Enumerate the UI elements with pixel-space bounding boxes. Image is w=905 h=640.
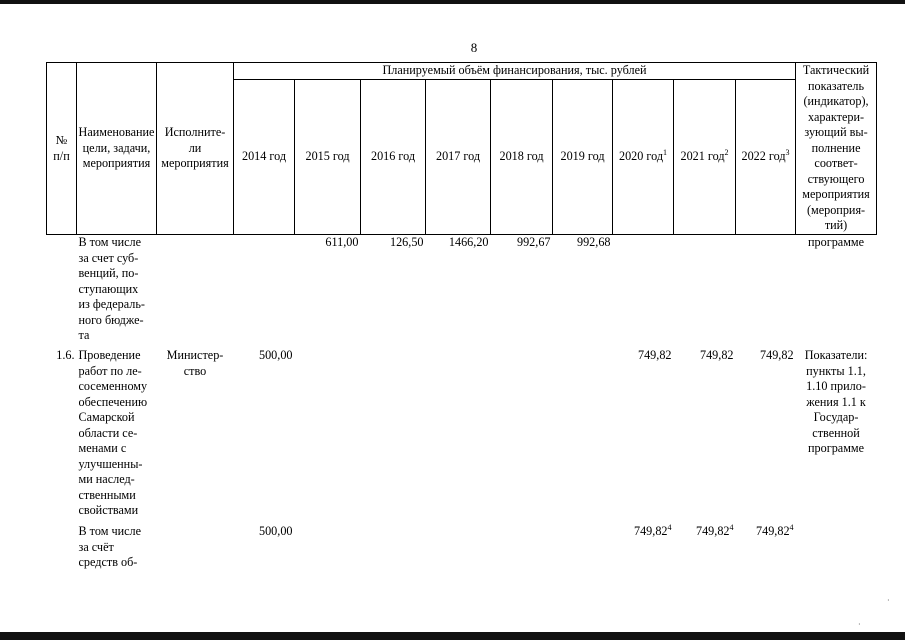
year-label: 2014 год bbox=[241, 149, 287, 164]
footnote-mark: 3 bbox=[785, 148, 790, 158]
header-row-top bbox=[47, 63, 877, 80]
value-cell bbox=[234, 348, 295, 524]
year-header bbox=[674, 80, 736, 235]
value-cell bbox=[295, 524, 361, 584]
value-text: 749,82 bbox=[760, 348, 794, 362]
year-label: 2016 год bbox=[370, 149, 416, 164]
row-name: В том числе за счёт средств об- bbox=[78, 524, 142, 569]
value-text: 749,82 bbox=[699, 348, 734, 362]
row-executor bbox=[157, 524, 234, 584]
value-text: 749,82 bbox=[633, 524, 668, 538]
year-label: 2022 год bbox=[741, 149, 786, 164]
scan-dot: · bbox=[858, 620, 861, 629]
page-number: 8 bbox=[470, 40, 478, 55]
row-indicator bbox=[796, 524, 877, 584]
year-header bbox=[553, 80, 613, 235]
value-cell bbox=[553, 524, 613, 584]
col-name-header: Наименование цели, задачи, мероприятия bbox=[77, 63, 157, 235]
value-text: 749,82 bbox=[756, 524, 790, 538]
row-executor: Министер- ство bbox=[166, 348, 224, 378]
value-cell bbox=[674, 348, 736, 524]
row-indicator: программе bbox=[808, 235, 865, 249]
scan-top-edge bbox=[0, 0, 905, 4]
row-name: В том числе за счет суб- венций, по- ступающих из федераль- ного бюдже- та bbox=[78, 235, 145, 342]
col-num-header: № п/п bbox=[47, 63, 77, 235]
value-cell bbox=[361, 524, 426, 584]
col-financing-header: Планируемый объём финансирования, тыс. рублей bbox=[234, 63, 796, 80]
value-cell bbox=[736, 235, 796, 349]
value-cell bbox=[426, 524, 491, 584]
value-text: 126,50 bbox=[389, 235, 424, 249]
scan-dot: · bbox=[887, 596, 890, 605]
year-header bbox=[613, 80, 674, 235]
year-header bbox=[234, 80, 295, 235]
value-cell bbox=[234, 524, 295, 584]
row-number: 1.6. bbox=[56, 348, 75, 362]
year-label: 2018 год bbox=[499, 149, 544, 164]
year-label: 2019 год bbox=[560, 149, 605, 164]
col-indicator-header: Тактический показатель (индикатор), характери- зующий вы- полнение соответ- ствующего мероприятия (мероприя- тий) bbox=[796, 63, 877, 235]
value-cell bbox=[426, 348, 491, 524]
value-cell bbox=[613, 524, 674, 584]
value-cell bbox=[736, 348, 796, 524]
footnote-mark: 2 bbox=[724, 148, 729, 158]
table-row bbox=[47, 524, 877, 584]
year-header bbox=[491, 80, 553, 235]
year-label: 2015 год bbox=[305, 149, 350, 164]
value-text: 992,68 bbox=[576, 235, 611, 249]
value-cell bbox=[491, 524, 553, 584]
value-cell bbox=[736, 524, 796, 584]
value-cell bbox=[361, 235, 426, 349]
year-label: 2017 год bbox=[435, 149, 481, 164]
table-row bbox=[47, 348, 877, 524]
footnote-mark: 4 bbox=[729, 524, 734, 532]
value-cell bbox=[426, 235, 491, 349]
row-number bbox=[47, 235, 77, 349]
value-cell bbox=[234, 235, 295, 349]
value-cell bbox=[491, 235, 553, 349]
row-indicator: Показатели: пункты 1.1, 1.10 прило- жения 1.1 к Государ- ственной программе bbox=[804, 348, 868, 455]
col-executor-header: Исполните- ли мероприятия bbox=[157, 63, 234, 235]
value-cell bbox=[613, 348, 674, 524]
scan-bottom-edge bbox=[0, 632, 905, 640]
value-text: 500,00 bbox=[258, 348, 293, 362]
year-header bbox=[736, 80, 796, 235]
value-cell bbox=[295, 348, 361, 524]
value-cell bbox=[674, 524, 736, 584]
table-row bbox=[47, 235, 877, 349]
value-text: 500,00 bbox=[258, 524, 293, 538]
financing-table bbox=[46, 62, 877, 584]
value-text: 1466,20 bbox=[448, 235, 489, 249]
value-cell bbox=[491, 348, 553, 524]
row-name: Проведение работ по ле- сосеменному обеспечению Самарской области се- менами с улучшенны- ми наслед- ственными свойствами bbox=[78, 348, 148, 517]
value-text: 749,82 bbox=[695, 524, 730, 538]
footnote-mark: 4 bbox=[789, 524, 794, 532]
value-text: 749,82 bbox=[637, 348, 672, 362]
value-cell bbox=[553, 235, 613, 349]
value-cell bbox=[674, 235, 736, 349]
value-text: 992,67 bbox=[516, 235, 551, 249]
row-executor bbox=[157, 235, 234, 349]
row-number bbox=[47, 524, 77, 584]
year-header bbox=[295, 80, 361, 235]
year-label: 2021 год bbox=[680, 149, 725, 164]
value-cell bbox=[553, 348, 613, 524]
footnote-mark: 4 bbox=[667, 524, 672, 532]
value-text: 611,00 bbox=[325, 235, 359, 249]
footnote-mark: 1 bbox=[663, 148, 668, 158]
year-header bbox=[361, 80, 426, 235]
value-cell bbox=[361, 348, 426, 524]
year-label: 2020 год bbox=[618, 149, 664, 164]
value-cell bbox=[613, 235, 674, 349]
year-header bbox=[426, 80, 491, 235]
value-cell bbox=[295, 235, 361, 349]
